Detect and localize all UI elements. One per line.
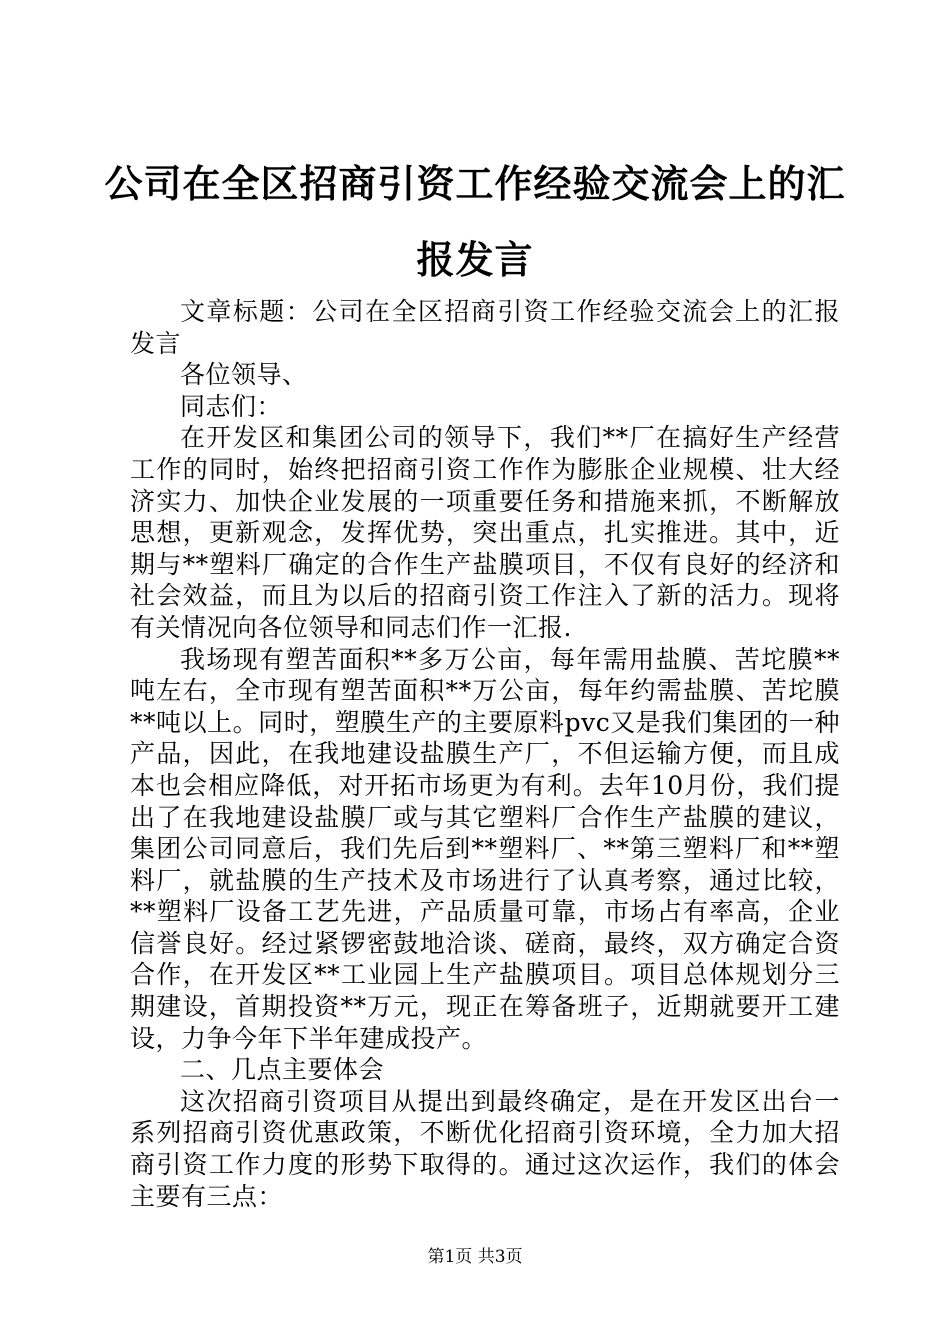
article-title-line: 文章标题：公司在全区招商引资工作经验交流会上的汇报发言 xyxy=(130,297,840,358)
page-footer: 第1页 共3页 xyxy=(427,1247,523,1267)
salutation-comrades: 同志们： xyxy=(180,391,283,421)
document-body xyxy=(130,296,840,1212)
section-heading: 二、几点主要体会 xyxy=(180,1055,385,1085)
salutation-leaders: 各位领导、 xyxy=(180,360,308,390)
document-title: 公司在全区招商引资工作经验交流会上的汇报发言 xyxy=(104,161,846,282)
body-paragraph: 在开发区和集团公司的领导下，我们**厂在搞好生产经营工作的同时，始终把招商引资工作作为膨胀企业规模、壮大经济实力、加快企业发展的一项重要任务和措施来抓，不断解放思想，更新观念，发挥优势，突出重点，扎实推进。其中，近期与**塑料厂确定的合作生产盐膜项目，不仅有良好的经济和社会效益，而且为以后的招商引资工作注入了新的活力。现将有关情况向各位领导和同志们作一汇报. xyxy=(130,423,840,642)
body-paragraph: 我场现有塑苦面积**多万公亩，每年需用盐膜、苦坨膜**吨左右，全市现有塑苦面积**万公亩，每年约需盐膜、苦坨膜**吨以上。同时，塑膜生产的主要原料pvc又是我们集团的一种产品，因此，在我地建设盐膜生产厂，不但运输方便，而且成本也会相应降低，对开拓市场更为有利。去年10月份，我们提出了在我地建设盐膜厂或与其它塑料厂合作生产盐膜的建议，集团公司同意后，我们先后到**塑料厂、**第三塑料厂和**塑料厂，就盐膜的生产技术及市场进行了认真考察，通过比较，**塑料厂设备工艺先进，产品质量可靠，市场占有率高，企业信誉良好。经过紧锣密鼓地洽谈、磋商，最终，双方确定合资合作，在开发区**工业园上生产盐膜项目。项目总体规划分三期建设，首期投资**万元，现正在筹备班子，近期就要开工建设，力争今年下半年建成投产。 xyxy=(130,644,840,1053)
body-paragraph: 这次招商引资项目从提出到最终确定，是在开发区出台一系列招商引资优惠政策，不断优化招商引资环境，全力加大招商引资工作力度的形势下取得的。通过这次运作，我们的体会主要有三点： xyxy=(130,1086,840,1211)
